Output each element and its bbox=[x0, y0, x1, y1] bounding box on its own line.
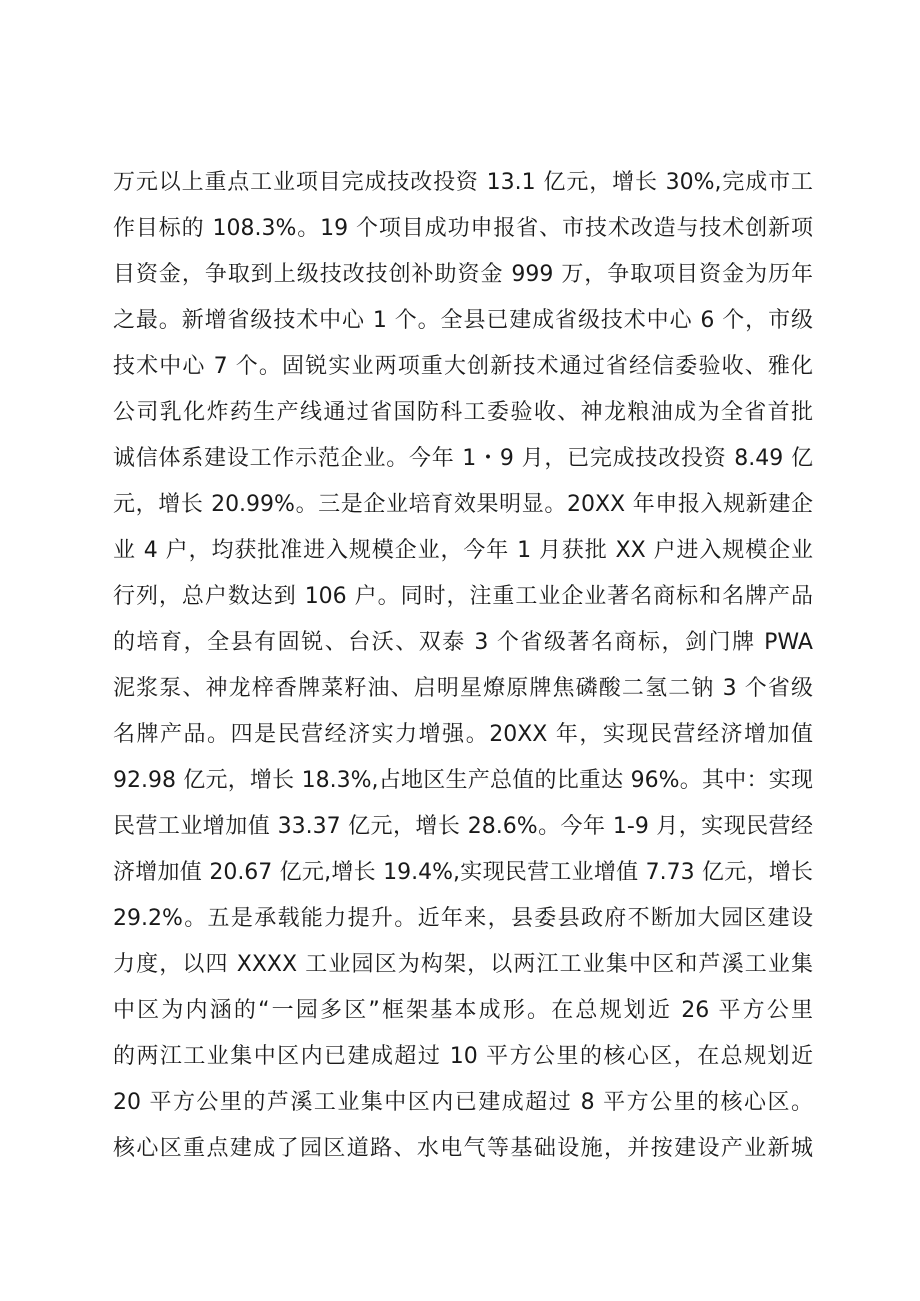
text-line: 万元以上重点工业项目完成技改投资 13.1 亿元，增长 30%,完成市工 bbox=[113, 170, 813, 195]
text-line: 作目标的 108.3%。19 个项目成功申报省、市技术改造与技术创新项 bbox=[113, 216, 813, 241]
text-line: 的培育，全县有固锐、台沃、双泰 3 个省级著名商标，剑门牌 PWA bbox=[113, 630, 813, 655]
text-line: 核心区重点建成了园区道路、水电气等基础设施，并按建设产业新城 bbox=[113, 1136, 813, 1161]
text-line: 中区为内涵的“一园多区”框架基本成形。在总规划近 26 平方公里 bbox=[113, 998, 813, 1023]
text-line: 公司乳化炸药生产线通过省国防科工委验收、神龙粮油成为全省首批 bbox=[113, 400, 813, 425]
text-line: 力度，以四 XXXX 工业园区为构架，以两江工业集中区和芦溪工业集 bbox=[113, 952, 813, 977]
text-line: 民营工业增加值 33.37 亿元，增长 28.6%。今年 1-9 月，实现民营经 bbox=[113, 814, 813, 839]
text-line: 技术中心 7 个。固锐实业两项重大创新技术通过省经信委验收、雅化 bbox=[113, 354, 813, 379]
text-line: 的两江工业集中区内已建成超过 10 平方公里的核心区，在总规划近 bbox=[113, 1044, 813, 1069]
text-line: 业 4 户，均获批准进入规模企业，今年 1 月获批 XX 户进入规模企业 bbox=[113, 538, 813, 563]
text-line: 元，增长 20.99%。三是企业培育效果明显。20XX 年申报入规新建企 bbox=[113, 492, 813, 517]
text-line: 29.2%。五是承载能力提升。近年来，县委县政府不断加大园区建设 bbox=[113, 906, 813, 931]
text-line: 行列，总户数达到 106 户。同时，注重工业企业著名商标和名牌产品 bbox=[113, 584, 813, 609]
text-line: 92.98 亿元，增长 18.3%,占地区生产总值的比重达 96%。其中：实现 bbox=[113, 768, 813, 793]
text-line: 济增加值 20.67 亿元,增长 19.4%,实现民营工业增值 7.73 亿元，增长 bbox=[113, 860, 813, 885]
text-line: 目资金，争取到上级技改技创补助资金 999 万，争取项目资金为历年 bbox=[113, 262, 813, 287]
body-paragraph bbox=[113, 160, 813, 1172]
text-line: 名牌产品。四是民营经济实力增强。20XX 年，实现民营经济增加值 bbox=[113, 722, 813, 747]
text-line: 诚信体系建设工作示范企业。今年 1・9 月，已完成技改投资 8.49 亿 bbox=[113, 446, 813, 471]
text-line: 之最。新增省级技术中心 1 个。全县已建成省级技术中心 6 个，市级 bbox=[113, 308, 813, 333]
text-line: 泥浆泵、神龙梓香牌菜籽油、启明星燎原牌焦磷酸二氢二钠 3 个省级 bbox=[113, 676, 813, 701]
text-line: 20 平方公里的芦溪工业集中区内已建成超过 8 平方公里的核心区。 bbox=[113, 1090, 813, 1115]
